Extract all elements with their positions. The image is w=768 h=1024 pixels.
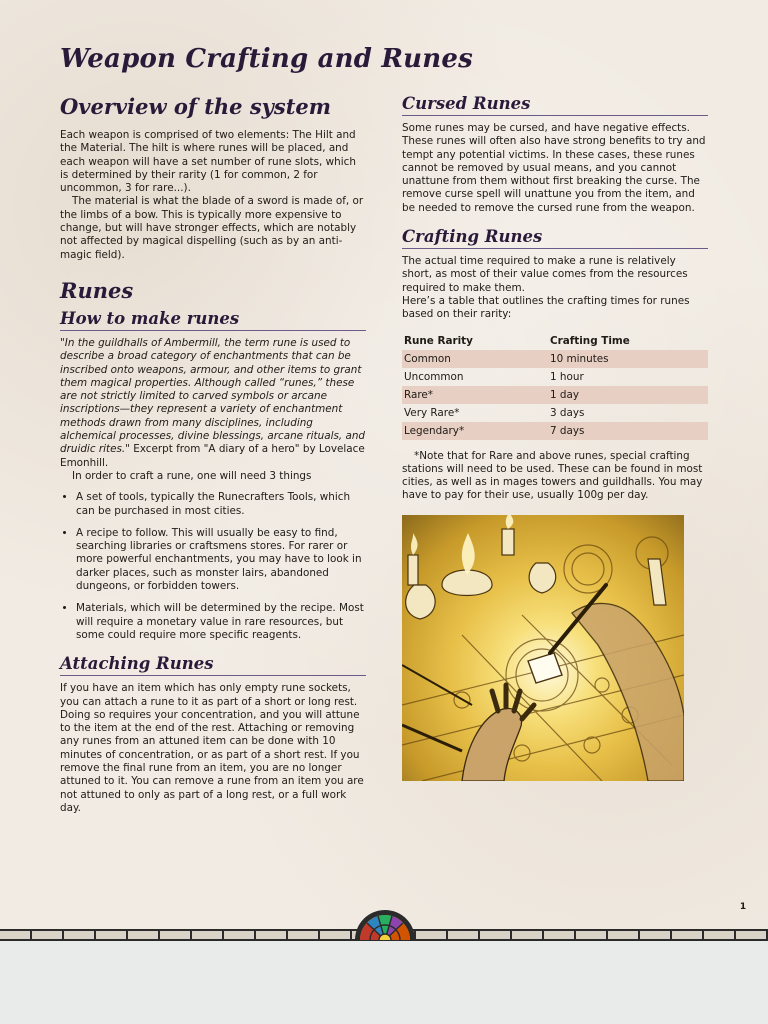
page-title: Weapon Crafting and Runes <box>60 44 473 74</box>
attaching-runes-text: If you have an item which has only empty rune sockets, you can attach a rune to it as part of a short or long rest. Doing so requires your concentration, and you will attune to the item at the end of the rest. Attaching or removing any runes from an attuned item can be done with 10 minutes of concentration, or as part of a short rest. If you remove the final rune from an item, you are no longer attuned to it. You can remove a rune from an item you are not attuned to only as part of a long rest, or a full work day. <box>60 682 364 814</box>
table-row <box>402 422 708 440</box>
table-cell-time: 7 days <box>548 422 708 440</box>
attaching-runes-heading: Attaching Runes <box>60 654 366 676</box>
crafting-paragraph-2: Here’s a table that outlines the crafting times for runes based on their rarity: <box>402 294 690 321</box>
overview-paragraph-2: The material is what the blade of a sword is made of, or the limbs of a bow. This is typically more expensive to change, but will have stronger effects, which are notably not affected by magical dispelling (such as by an anti-magic field). <box>60 195 364 261</box>
table-cell-rarity: Uncommon <box>404 370 464 383</box>
crafting-note: *Note that for Rare and above runes, special crafting stations will need to be used. These can be found in most cities, as well as in mages towers and guildhalls. You may have to pay for their use, usually 100g per day. <box>402 449 703 502</box>
table-cell-time: 3 days <box>550 406 585 419</box>
table-header-rarity: Rune Rarity <box>404 334 473 347</box>
table-header-row <box>402 332 708 350</box>
runes-heading: Runes <box>60 277 134 303</box>
page-number: 1 <box>739 902 747 912</box>
overview-paragraph-1: Each weapon is comprised of two elements: The Hilt and the Material. The hilt is where runes will be placed, and each weapon will have a set number of rune slots, which is determined by their rarity (1 for common, 2 for uncommon, 3 for rare...). <box>60 129 356 195</box>
table-header-time: Crafting Time <box>550 334 630 347</box>
table-cell-rarity: Common <box>402 350 548 368</box>
cursed-runes-heading: Cursed Runes <box>402 94 708 116</box>
table-cell-rarity: Very Rare* <box>404 406 460 419</box>
overview-heading: Overview of the system <box>60 94 331 119</box>
runes-quote-paragraph <box>60 337 366 470</box>
table-row <box>402 386 708 404</box>
table-row <box>402 368 708 386</box>
runes-intro: In order to craft a rune, one will need 3 things <box>72 469 312 482</box>
list-item: • A recipe to follow. This will usually be easy to find, searching libraries or craftsmens stores. For rarer or more powerful enchantments, you may have to look in darker places, such as monster lairs, abandoned dungeons, or forbidden towers. <box>76 527 366 593</box>
table-cell-time: 1 hour <box>550 370 584 383</box>
crafting-paragraph-1: The actual time required to make a rune is relatively short, as most of their value comes from the resources required to make them. <box>402 255 688 294</box>
crafting-runes-heading: Crafting Runes <box>402 227 708 249</box>
table-cell-time: 1 day <box>548 386 708 404</box>
table-row <box>402 350 708 368</box>
crafting-times-table <box>402 332 708 440</box>
right-column <box>402 94 708 781</box>
list-item: • A set of tools, typically the Runecrafters Tools, which can be purchased in most cities. <box>76 491 366 518</box>
runes-excerpt-source: Excerpt from "A diary of a hero" by Lovelace Emonhill. <box>60 443 365 469</box>
how-to-make-runes-heading: How to make runes <box>60 309 366 331</box>
rune-crafting-illustration <box>402 515 684 781</box>
table-cell-rarity: Rare* <box>402 386 548 404</box>
left-column <box>60 94 366 815</box>
requirements-list <box>60 491 366 642</box>
illustration-drawing <box>402 515 684 781</box>
stained-glass-emblem-icon <box>352 904 418 940</box>
cursed-runes-text: Some runes may be cursed, and have negative effects. These runes will often also have strong benefits to try and tempt any potential victims. In these cases, these runes cannot be removed by usual means, and you cannot unattune from them without first breaking the curse. The remove curse spell will unattune you from the item, and be needed to remove the cursed rune from the weapon. <box>402 122 706 214</box>
runes-quote: "In the guildhalls of Ambermill, the term rune is used to describe a broad category of enchantments that can be inscribed onto weapons, armour, and other items to grant them magical properties. Although called “runes,” these are not strictly limited to carved symbols or arcane inscriptions—they represent a variety of enchantment methods drawn from many disciplines, including alchemical processes, divine blessings, arcane rituals, and druidic rites." <box>60 336 366 456</box>
table-cell-time: 10 minutes <box>548 350 708 368</box>
table-cell-rarity: Legendary* <box>402 422 548 440</box>
list-item: • Materials, which will be determined by the recipe. Most will require a monetary value in rare resources, but some could require more specific reagents. <box>76 602 366 642</box>
table-row <box>402 404 708 422</box>
